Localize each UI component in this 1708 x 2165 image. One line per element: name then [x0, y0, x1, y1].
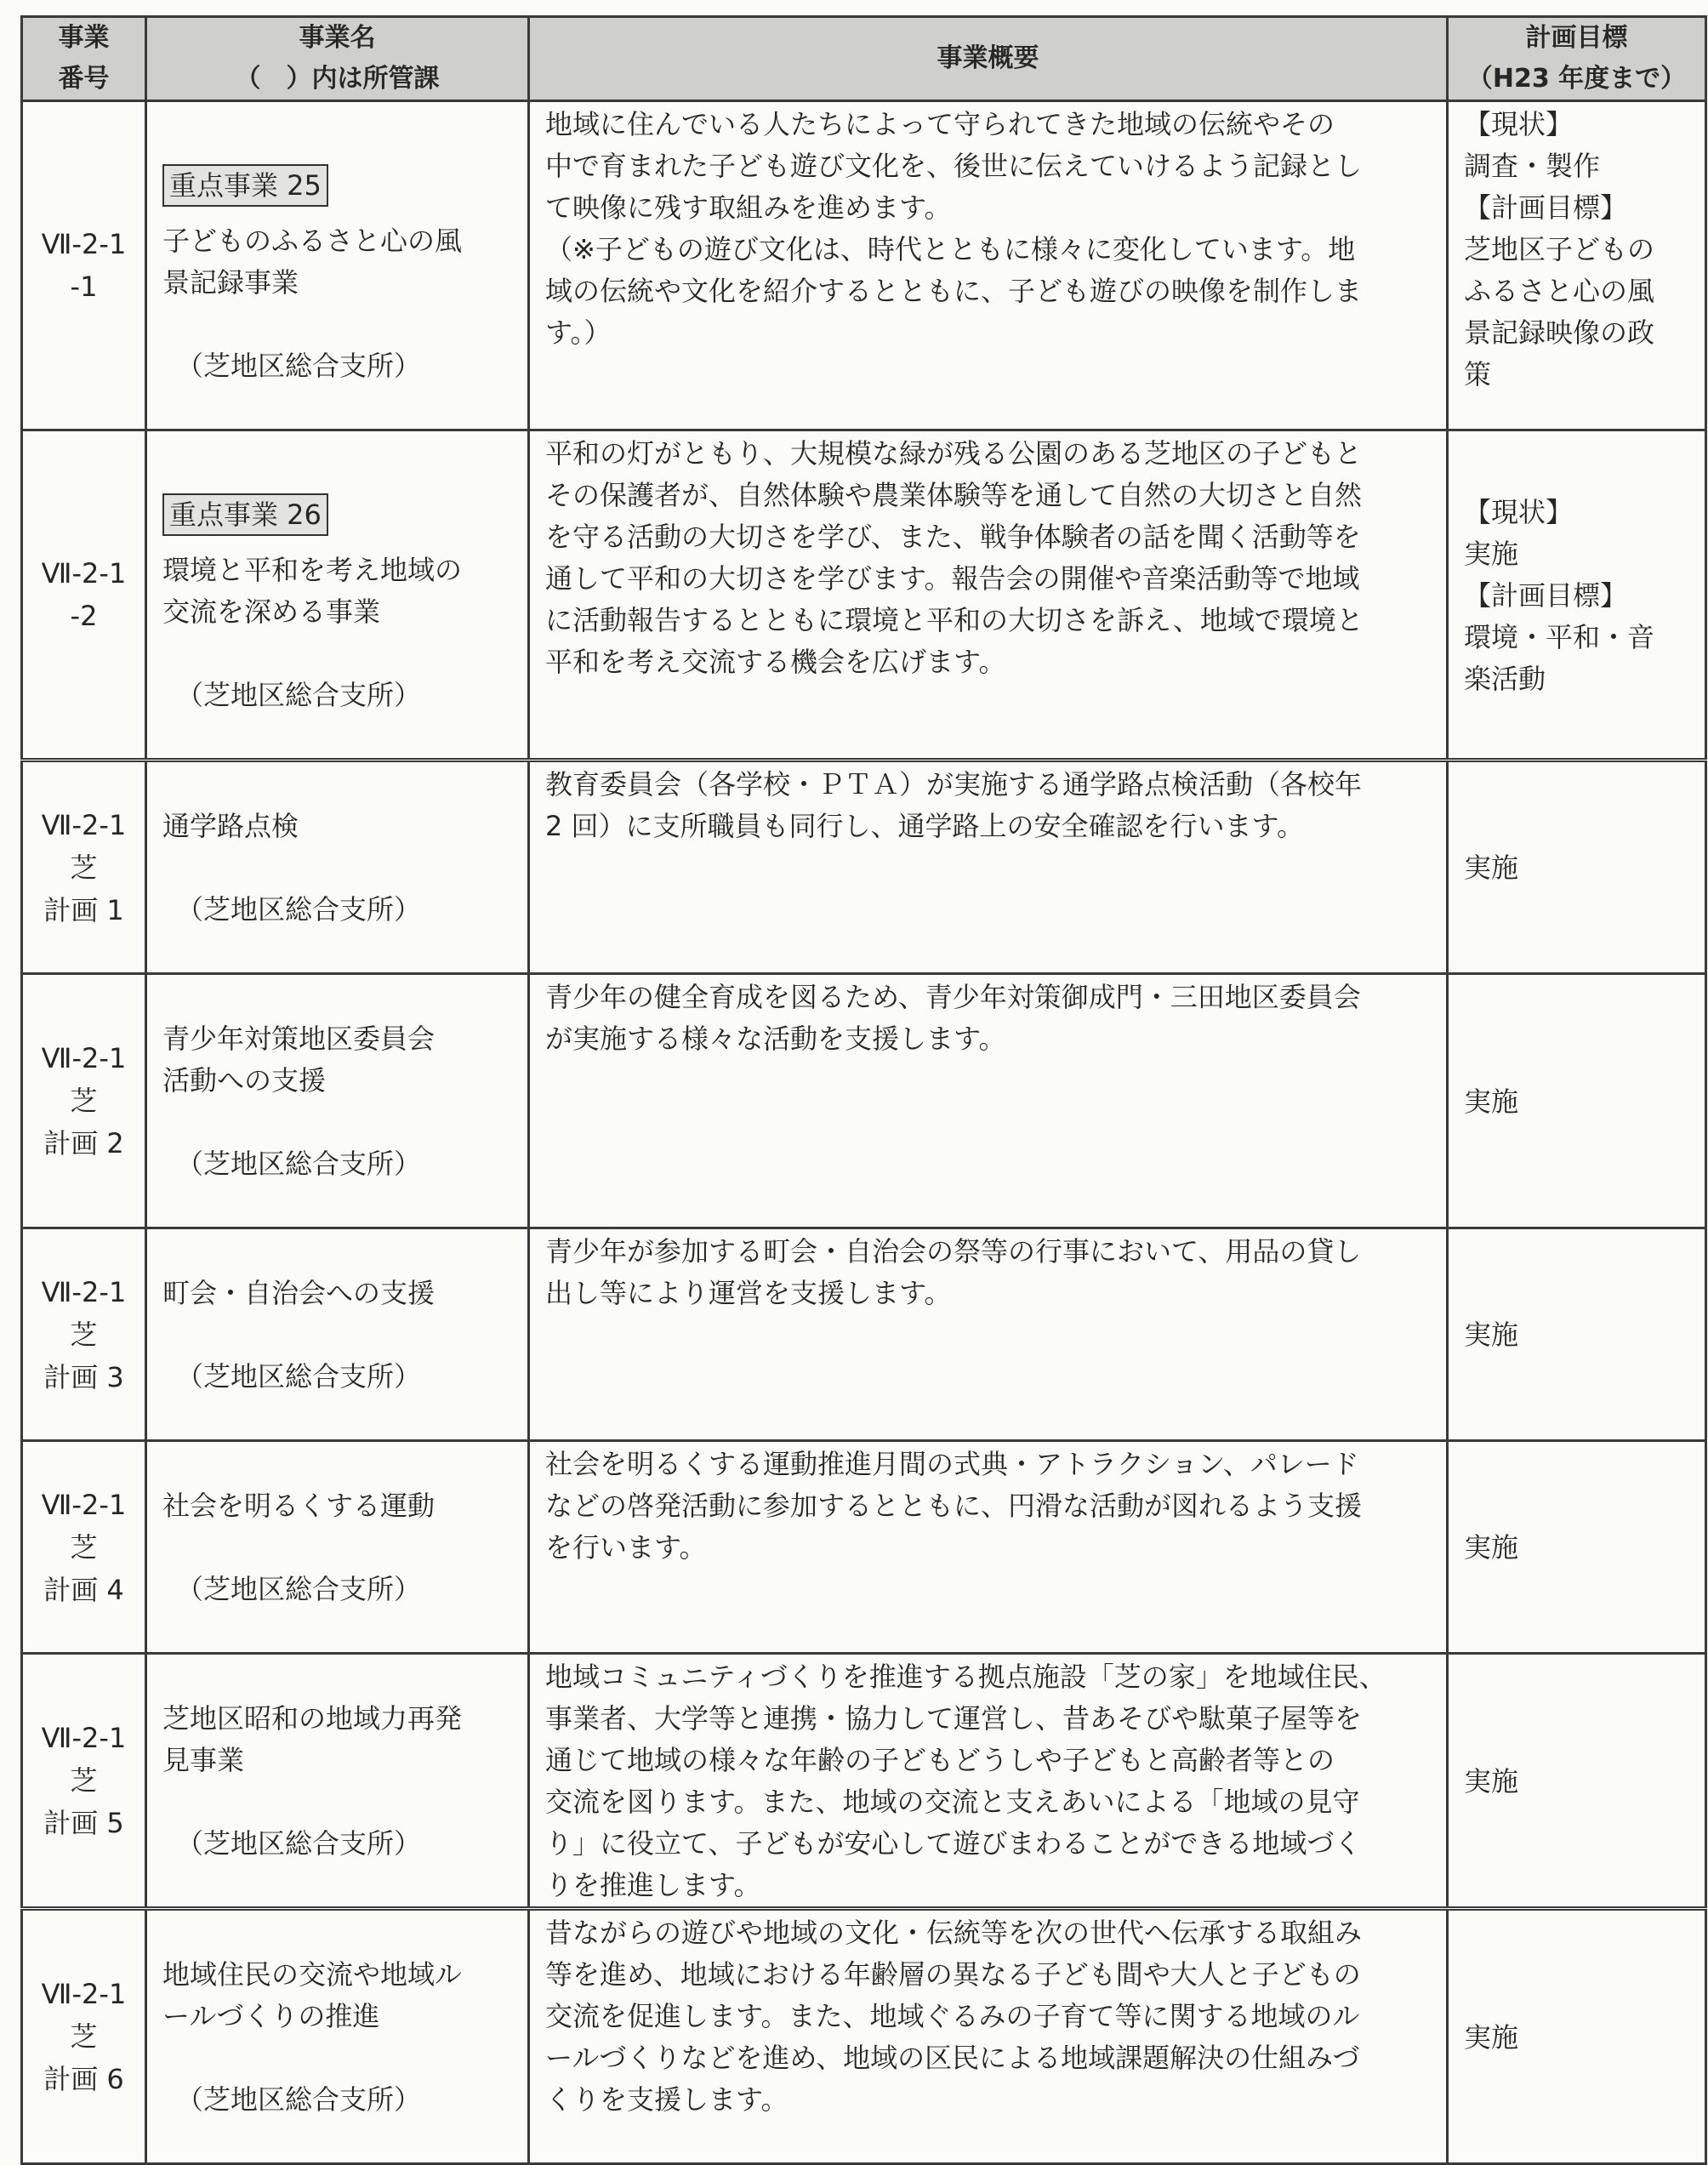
document-page [20, 15, 1705, 2165]
plan-target: 実施 [1448, 1228, 1706, 1441]
project-name-cell [146, 1654, 529, 1909]
project-name-cell [146, 1909, 529, 2164]
project-name: 子どものふるさと心の風 景記録事業 [162, 225, 463, 299]
project-name: 芝地区昭和の地域力再発 見事業 [162, 1702, 463, 1776]
plan-target: 【現状】 実施 【計画目標】 環境・平和・音 楽活動 [1448, 430, 1706, 761]
priority-badge: 重点事業 25 [162, 164, 328, 207]
plan-target: 実施 [1448, 1909, 1706, 2164]
project-name: 環境と平和を考え地域の 交流を深める事業 [162, 554, 463, 628]
header-project-name-title: 事業名 [299, 23, 376, 53]
department: （芝地区総合支所） [176, 679, 422, 711]
project-name: 通学路点検 [162, 810, 299, 842]
header-plan-target-sub: （H23 年度まで） [1466, 64, 1687, 94]
department: （芝地区総合支所） [176, 2083, 422, 2116]
project-summary: 昔ながらの遊びや地域の文化・伝統等を次の世代へ伝承する取組み 等を進め、地域における年齢層の異なる子ども間や大人と子どもの 交流を促進します。また、地域ぐるみの子育て等に関する地域のル ールづくりなどを進め、地域の区民による地域課題解決の仕組みづ くりを支援します。 [529, 1909, 1448, 2164]
project-name: 地域住民の交流や地域ル ールづくりの推進 [162, 1958, 463, 2032]
project-number: Ⅶ-2-1 芝 計画 3 [22, 1228, 146, 1441]
table-row [22, 101, 1706, 430]
header-project-number: 事業 番号 [22, 17, 146, 101]
table-row [22, 761, 1706, 974]
project-summary: 地域コミュニティづくりを推進する拠点施設「芝の家」を地域住民、 事業者、大学等と連携・協力して運営し、昔あそびや駄菓子屋等を 通じて地域の様々な年齢の子どもどうしや子どもと高齢者等との 交流を図ります。また、地域の交流と支えあいによる「地域の見守 り」に役立て、子どもが安心して遊びまわることができる地域づく りを推進します。 [529, 1654, 1448, 1909]
project-name: 青少年対策地区委員会 活動への支援 [162, 1023, 436, 1097]
project-name-cell [146, 761, 529, 974]
plan-target: 実施 [1448, 761, 1706, 974]
project-summary: 教育委員会（各学校・ＰＴＡ）が実施する通学路点検活動（各校年 2 回）に支所職員も同行し、通学路上の安全確認を行います。 [529, 761, 1448, 974]
project-summary: 青少年の健全育成を図るため、青少年対策御成門・三田地区委員会 が実施する様々な活動を支援します。 [529, 974, 1448, 1228]
header-project-summary: 事業概要 [529, 17, 1448, 101]
table-row [22, 1228, 1706, 1441]
project-name-cell [146, 974, 529, 1228]
project-name-cell [146, 1228, 529, 1441]
project-name-cell [146, 101, 529, 430]
project-name-cell [146, 430, 529, 761]
department: （芝地区総合支所） [176, 893, 422, 926]
project-number: Ⅶ-2-1 -1 [22, 101, 146, 430]
table-row [22, 1441, 1706, 1654]
table-header [22, 17, 1706, 101]
table-row [22, 1654, 1706, 1909]
header-project-name [146, 17, 529, 101]
department: （芝地区総合支所） [176, 1148, 422, 1180]
project-name-cell [146, 1441, 529, 1654]
department: （芝地区総合支所） [176, 1827, 422, 1860]
priority-badge: 重点事業 26 [162, 493, 328, 536]
department: （芝地区総合支所） [176, 350, 422, 382]
project-summary: 地域に住んでいる人たちによって守られてきた地域の伝統やその 中で育まれた子ども遊び文化を、後世に伝えていけるよう記録とし て映像に残す取組みを進めます。 （※子どもの遊び文化は、時代とともに様々に変化しています。地 域の伝統や文化を紹介するとともに、子ども遊びの映像を制作しま す。） [529, 101, 1448, 430]
project-number: Ⅶ-2-1 芝 計画 6 [22, 1909, 146, 2164]
project-table [20, 15, 1707, 2165]
header-plan-target-title: 計画目標 [1525, 23, 1628, 53]
project-number: Ⅶ-2-1 芝 計画 4 [22, 1441, 146, 1654]
header-plan-target [1448, 17, 1706, 101]
project-summary: 青少年が参加する町会・自治会の祭等の行事において、用品の貸し 出し等により運営を支援します。 [529, 1228, 1448, 1441]
project-number: Ⅶ-2-1 芝 計画 5 [22, 1654, 146, 1909]
header-project-name-sub: （ ）内は所管課 [235, 64, 440, 94]
project-summary: 社会を明るくする運動推進月間の式典・アトラクション、パレード などの啓発活動に参加するとともに、円滑な活動が図れるよう支援 を行います。 [529, 1441, 1448, 1654]
department: （芝地区総合支所） [176, 1573, 422, 1605]
department: （芝地区総合支所） [176, 1360, 422, 1393]
table-row [22, 1909, 1706, 2164]
plan-target: 実施 [1448, 974, 1706, 1228]
table-row [22, 974, 1706, 1228]
project-name: 町会・自治会への支援 [162, 1277, 436, 1309]
table-row [22, 430, 1706, 761]
project-number: Ⅶ-2-1 芝 計画 2 [22, 974, 146, 1228]
project-number: Ⅶ-2-1 -2 [22, 430, 146, 761]
project-summary: 平和の灯がともり、大規模な緑が残る公園のある芝地区の子どもと その保護者が、自然体験や農業体験等を通して自然の大切さと自然 を守る活動の大切さを学び、また、戦争体験者の話を聞く活動等を 通して平和の大切さを学びます。報告会の開催や音楽活動等で地域 に活動報告するとともに環境と平和の大切さを訴え、地域で環境と 平和を考え交流する機会を広げます。 [529, 430, 1448, 761]
plan-target: 実施 [1448, 1441, 1706, 1654]
plan-target: 【現状】 調査・製作 【計画目標】 芝地区子どもの ふるさと心の風 景記録映像の政 策 [1448, 101, 1706, 430]
project-name: 社会を明るくする運動 [162, 1490, 436, 1522]
plan-target: 実施 [1448, 1654, 1706, 1909]
project-number: Ⅶ-2-1 芝 計画 1 [22, 761, 146, 974]
